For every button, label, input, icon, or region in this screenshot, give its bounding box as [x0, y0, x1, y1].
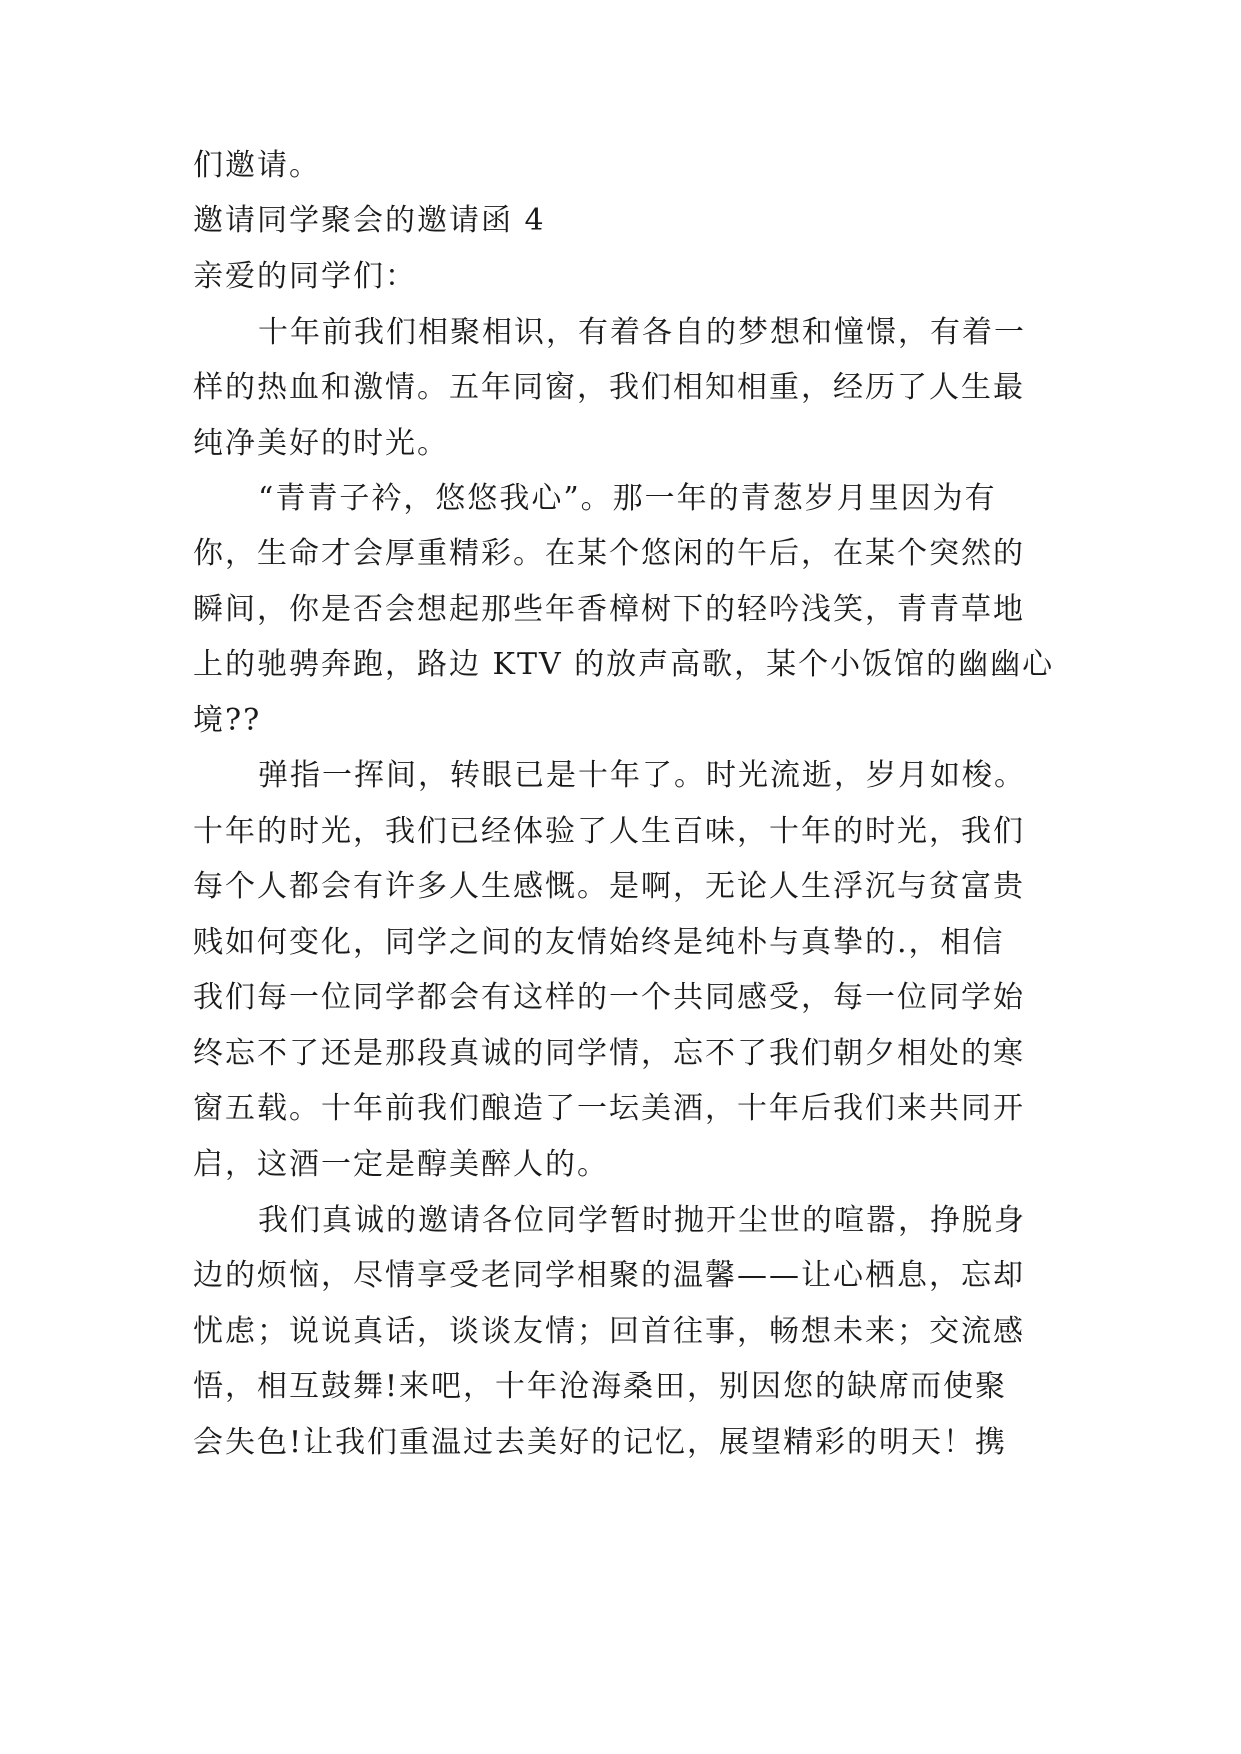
text-line: 你，生命才会厚重精彩。在某个悠闲的午后，在某个突然的	[193, 536, 1025, 571]
text-line: “青青子衿，悠悠我心”。那一年的青葱岁月里因为有	[258, 481, 997, 516]
text-line: 十年前我们相聚相识，有着各自的梦想和憧憬，有着一	[258, 315, 1026, 350]
salutation: 亲爱的同学们：	[193, 259, 417, 294]
text-line: 悟，相互鼓舞!来吧，十年沧海桑田，别因您的缺席而使聚	[193, 1369, 1008, 1404]
text-line: 弹指一挥间，转眼已是十年了。时光流逝，岁月如梭。	[258, 758, 1026, 793]
text-line: 我们真诚的邀请各位同学暂时抛开尘世的喧嚣，挣脱身	[258, 1203, 1026, 1238]
text-line: 们邀请。	[193, 148, 321, 183]
text-line: 十年的时光，我们已经体验了人生百味，十年的时光，我们	[193, 814, 1025, 849]
text-line: 启，这酒一定是醇美醉人的。	[193, 1147, 609, 1182]
text-line: 纯净美好的时光。	[193, 426, 449, 461]
text-line: 边的烦恼，尽情享受老同学相聚的温馨——让心栖息，忘却	[193, 1258, 1025, 1293]
section-heading: 邀请同学聚会的邀请函 4	[193, 203, 546, 238]
text-line: 终忘不了还是那段真诚的同学情，忘不了我们朝夕相处的寒	[193, 1036, 1025, 1071]
text-line: 境??	[193, 703, 262, 738]
text-line: 我们每一位同学都会有这样的一个共同感受，每一位同学始	[193, 980, 1025, 1015]
text-line: 忧虑；说说真话，谈谈友情；回首往事，畅想未来；交流感	[193, 1314, 1025, 1349]
text-line: 瞬间，你是否会想起那些年香樟树下的轻吟浅笑，青青草地	[193, 592, 1025, 627]
text-line: 上的驰骋奔跑，路边 KTV 的放声高歌，某个小饭馆的幽幽心	[193, 647, 1055, 682]
text-line: 会失色!让我们重温过去美好的记忆，展望精彩的明天！携	[193, 1425, 1008, 1460]
text-line: 贱如何变化，同学之间的友情始终是纯朴与真挚的.，相信	[193, 925, 1005, 960]
text-line: 窗五载。十年前我们酿造了一坛美酒，十年后我们来共同开	[193, 1091, 1025, 1126]
text-line: 样的热血和激情。五年同窗，我们相知相重，经历了人生最	[193, 370, 1025, 405]
text-line: 每个人都会有许多人生感慨。是啊，无论人生浮沉与贫富贵	[193, 869, 1025, 904]
